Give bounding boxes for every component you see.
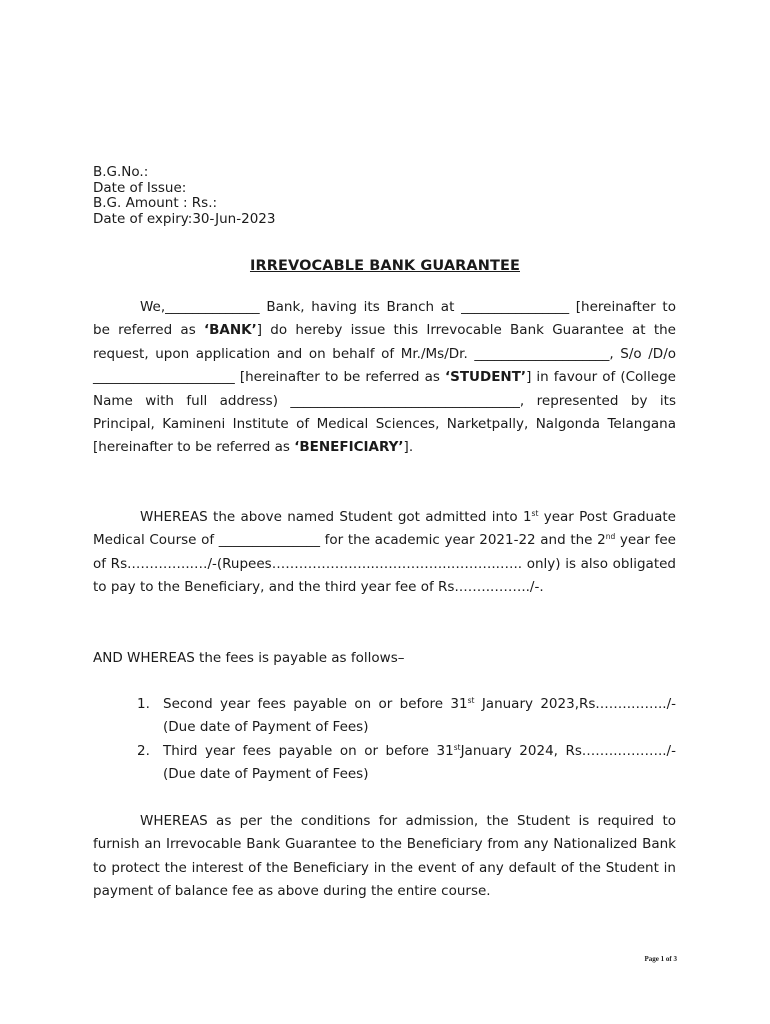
- para1-text-a: We,______________ Bank, having its Branch at ________________ [hereinafter to be referred as: [93, 299, 676, 339]
- list-item: [137, 740, 676, 787]
- para1-text-d: ].: [403, 439, 414, 456]
- date-of-issue: Date of Issue:: [93, 179, 187, 196]
- paragraph-parties: [93, 296, 676, 460]
- guarantee-header-fields: [93, 165, 275, 227]
- paragraph-admission: [93, 506, 676, 600]
- list-item-text-a: Second year fees payable on or before 31: [163, 696, 468, 712]
- bg-number: B.G.No.:: [93, 164, 149, 180]
- para2-text-a: WHEREAS the above named Student got admitted into 1: [140, 509, 532, 525]
- date-of-expiry: Date of expiry:30-Jun-2023: [93, 210, 276, 227]
- list-item-text-b: January 2023,Rs.…….……../- (Due date of Payment of Fees): [163, 696, 676, 736]
- para1-text-b: ] do hereby issue this Irrevocable Bank Guarantee at the request, upon application and on behalf of Mr./Ms/Dr. ____________________, S/o /D/o _____________________ [hereinafter to be referred as: [93, 322, 676, 386]
- list-item-text-a: Third year fees payable on or before 31: [163, 742, 454, 759]
- list-item-number: 2.: [137, 742, 150, 759]
- term-bank: ‘BANK’: [203, 322, 257, 339]
- list-item-text: [163, 693, 676, 740]
- term-student: ‘STUDENT’: [444, 369, 527, 386]
- term-beneficiary: ‘BENEFICIARY’: [294, 439, 404, 456]
- list-item-sup: st: [467, 696, 475, 705]
- fee-schedule-list: [137, 693, 676, 787]
- paragraph-conditions: WHEREAS as per the conditions for admission, the Student is required to furnish an Irrevocable Bank Guarantee to the Beneficiary from any Nationalized Bank to protect the interest of the Beneficiary in the event of any default of the Student in payment of balance fee as above during the entire course.: [93, 813, 676, 900]
- list-item-text: [163, 740, 676, 787]
- page-number: Page 1 of 3: [644, 955, 677, 963]
- para2-sup-1: st: [531, 509, 539, 518]
- list-item-number: 1.: [137, 696, 150, 712]
- para1-text-c: ] in favour of (College Name with full address) __________________________________, represented by its Principal, Kamineni Institute of Medical Sciences, Narketpally, Nalgonda Telangana [hereinafter to be referred as: [93, 369, 676, 456]
- list-item: [137, 693, 676, 740]
- para2-text-b: year Post Graduate Medical Course of _______________ for the academic year 2021-22 and the 2: [93, 509, 676, 549]
- bg-amount: B.G. Amount : Rs.:: [93, 195, 218, 211]
- para2-sup-2: nd: [605, 532, 616, 542]
- para2-text-c: year fee of Rs.…………..…/-(Rupees…………………..……………..………..….. only) is also obligated to pay to the Beneficiary, and the third year fee of Rs.……..……../-.: [93, 532, 676, 596]
- paragraph-fees-intro: AND WHEREAS the fees is payable as follows–: [93, 650, 405, 666]
- document-title: IRREVOCABLE BANK GUARANTEE: [249, 258, 520, 274]
- list-item-text-b: January 2024, Rs.…….………../-(Due date of Payment of Fees): [163, 742, 676, 783]
- list-item-sup: st: [453, 742, 461, 752]
